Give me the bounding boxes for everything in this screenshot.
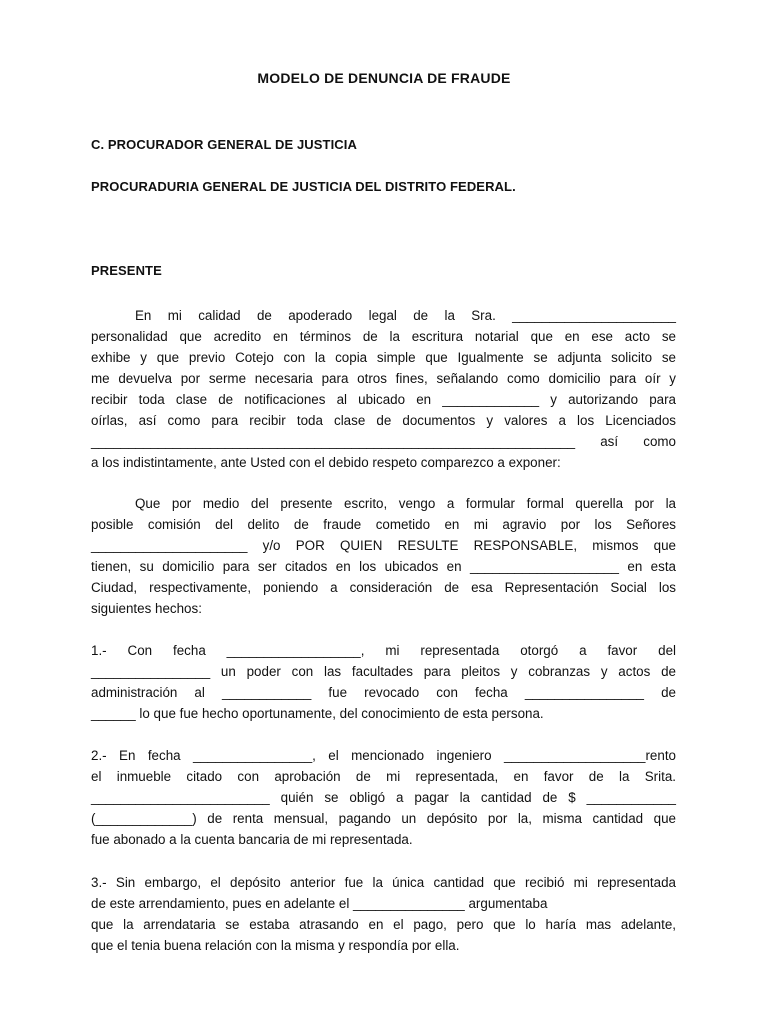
paragraph-line: ________________________ quién se obligó a pagar la cantidad de $ ____________ <box>91 790 676 805</box>
paragraph-line: a los indistintamente, ante Usted con el debido respeto comparezco a exponer: <box>91 455 561 470</box>
paragraph-line: exhibe y que previo Cotejo con la copia simple que Igualmente se adjunta solicito se <box>91 350 676 365</box>
paragraph-intro <box>91 305 676 473</box>
paragraph-querella <box>91 493 676 619</box>
document-title: MODELO DE DENUNCIA DE FRAUDE <box>257 70 511 86</box>
paragraph-line: de este arrendamiento, pues en adelante el _______________ argumentaba <box>91 896 548 911</box>
paragraph-line: administración al ____________ fue revocado con fecha ________________ de <box>91 685 676 700</box>
paragraph-line: Ciudad, respectivamente, poniendo a consideración de esa Representación Social los <box>91 580 676 595</box>
recipient-heading: C. PROCURADOR GENERAL DE JUSTICIA <box>91 137 357 152</box>
paragraph-line: fue abonado a la cuenta bancaria de mi representada. <box>91 832 413 847</box>
paragraph-line: que el tenia buena relación con la misma y respondía por ella. <box>91 938 460 953</box>
paragraph-fact-2 <box>91 745 676 850</box>
paragraph-line: posible comisión del delito de fraude cometido en mi agravio por los Señores <box>91 517 676 532</box>
greeting-heading: PRESENTE <box>91 263 162 278</box>
paragraph-line: 2.- En fecha ________________, el mencionado ingeniero ___________________rento <box>91 748 676 763</box>
paragraph-line: oírlas, así como para recibir toda clase de documentos y valores a los Licenciados <box>91 413 676 428</box>
paragraph-fact-1 <box>91 640 676 724</box>
paragraph-line: En mi calidad de apoderado legal de la Sra. ______________________ <box>135 308 676 323</box>
paragraph-line: Que por medio del presente escrito, vengo a formular formal querella por la <box>135 496 676 511</box>
paragraph-line: que la arrendataria se estaba atrasando en el pago, pero que lo haría mas adelante, <box>91 917 676 932</box>
paragraph-line: siguientes hechos: <box>91 601 202 616</box>
paragraph-line: _____________________ y/o POR QUIEN RESULTE RESPONSABLE, mismos que <box>91 538 676 553</box>
paragraph-line: me devuelva por serme necesaria para otros fines, señalando como domicilio para oír y <box>91 371 676 386</box>
paragraph-line: ______ lo que fue hecho oportunamente, del conocimiento de esta persona. <box>91 706 544 721</box>
paragraph-line: 1.- Con fecha __________________, mi representada otorgó a favor del <box>91 643 676 658</box>
paragraph-line: _________________________________________________________________ así como <box>91 434 676 449</box>
paragraph-line: personalidad que acredito en términos de la escritura notarial que en ese acto se <box>91 329 676 344</box>
paragraph-line: 3.- Sin embargo, el depósito anterior fue la única cantidad que recibió mi representada <box>91 875 676 890</box>
paragraph-line: el inmueble citado con aprobación de mi representada, en favor de la Srita. <box>91 769 676 784</box>
paragraph-fact-3 <box>91 872 676 956</box>
paragraph-line: ________________ un poder con las facultades para pleitos y cobranzas y actos de <box>91 664 676 679</box>
paragraph-line: recibir toda clase de notificaciones al ubicado en _____________ y autorizando para <box>91 392 676 407</box>
paragraph-line: tienen, su domicilio para ser citados en los ubicados en ____________________ en esta <box>91 559 676 574</box>
office-heading: PROCURADURIA GENERAL DE JUSTICIA DEL DISTRITO FEDERAL. <box>91 179 516 194</box>
paragraph-line: (_____________) de renta mensual, pagando un depósito por la, misma cantidad que <box>91 811 676 826</box>
